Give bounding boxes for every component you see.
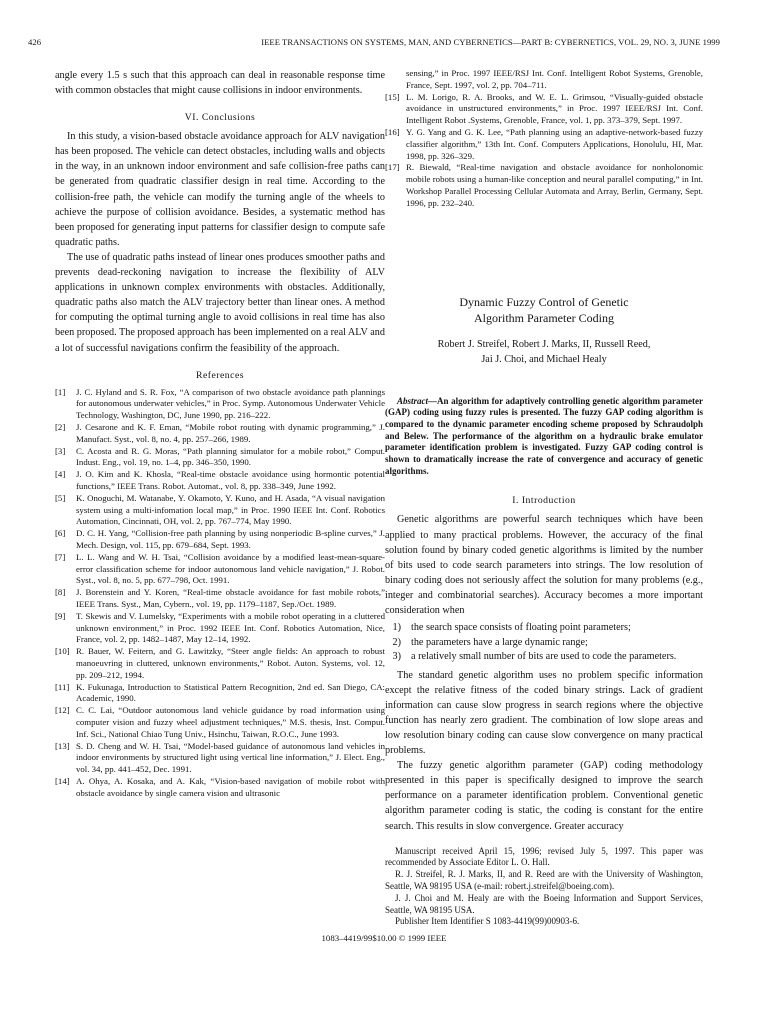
reference-number: [9] <box>55 610 66 621</box>
reference-item <box>55 611 385 646</box>
list-text: the search space consists of floating point parameters; <box>411 622 631 634</box>
reference-item <box>55 741 385 776</box>
reference-item <box>55 646 385 681</box>
abstract-label: Abstract— <box>397 395 438 406</box>
reference-item <box>55 422 385 446</box>
reference-number: [1] <box>55 386 66 397</box>
reference-text: C. C. Lai, “Outdoor autonomous land vehicle guidance by road information using computer vision and fuzzy wheel adjustment techniques,” M.S. thesis, Inst. Comput. Inf. Sci., National Chiao Tung Univ., Hsinchu, Taiwan, R.O.C., June 1993. <box>76 705 385 739</box>
list-number: 3) <box>392 651 401 663</box>
reference-text: S. D. Cheng and W. H. Tsai, “Model-based guidance of autonomous land vehicles in indoor environments by structured light using vertical line information,” J. Elect. Eng., vol. 34, pp. 441–452, Dec. 1991. <box>76 740 385 775</box>
reference-item <box>55 469 385 493</box>
footnote-line: R. J. Streifel, R. J. Marks, II, and R. Reed are with the University of Washington, Seattle, WA 98195 USA (e-mail: robert.j.streifel@boeing.com). <box>385 869 703 892</box>
copyright-footer: 1083–4419/99$10.00 © 1999 IEEE <box>321 933 447 943</box>
reference-text: K. Fukunaga, Introduction to Statistical Pattern Recognition, 2nd ed. San Diego, CA: Academic, 1990. <box>76 681 385 704</box>
reference-number: [16] <box>385 126 400 137</box>
reference-text: K. Onoguchi, M. Watanabe, Y. Okamoto, Y. Kuno, and H. Asada, “A visual navigation system using a multi-infomation local map,” in Proc. 1990 IEEE Int. Conf. Robotics Automation, Cincinnati, OH, vol. 2, pp. 767–774, May 1990. <box>76 492 385 527</box>
list-number: 2) <box>392 636 401 648</box>
reference-text: L. L. Wang and W. H. Tsai, “Collision avoidance by a modified least-mean-square-error classification scheme for indoor autonomous land vehicle navigation,” J. Robot. Syst., vol. 8, no. 5, pp. 677–798, Oct. 1991. <box>76 551 385 586</box>
list-number: 1) <box>392 622 401 634</box>
left-column <box>55 68 385 799</box>
list-item <box>385 621 703 636</box>
introduction-heading: I. Introduction <box>512 495 576 507</box>
reference-text: D. C. H. Yang, “Collision-free path planning by using nonperiodic B-spline curves,” J. Mech. Design, vol. 115, pp. 679–684, Sept. 1993. <box>76 528 385 550</box>
continued-paragraph: angle every 1.5 s such that this approach can deal in reasonable response time with common obstacles that might cause collisions in indoor environments. <box>55 70 385 97</box>
reference-text: J. Cesarone and K. F. Eman, “Mobile robot routing with dynamic programming,” J. Manufact. Syst., vol. 8, no. 4, pp. 257–266, 1989. <box>76 421 385 444</box>
reference-list-continued <box>385 68 703 210</box>
right-column <box>385 68 703 928</box>
conclusions-paragraph: In this study, a vision-based obstacle avoidance approach for ALV navigation has been proposed. The vehicle can detect obstacles, including walls and objects in the way, in an unknown indoor environment and safe collision-free paths can be generated from quadratic classifier design in real time. According to the collision-free path, the vehicle can modify the turning angle of the wheels to achieve the purpose of collision avoidance. Besides, a systematic method has been proposed for generating input patterns for classifier design to compute safe quadratic paths. <box>55 131 385 248</box>
reference-number: [13] <box>55 740 70 751</box>
reference-text: J. O. Kim and K. Khosla, “Real-time obstacle avoidance using hormontic potential functions,” IEEE Trans. Robot. Automat., vol. 8, pp. 338–349, June 1992. <box>76 469 385 491</box>
reference-text: R. Biewald, “Real-time navigation and obstacle avoidance for nonholonomic mobile robots using a human-like conception and neural parallel computing,” in Int. Workshop Parallel Processing Cellular Automata and Array, Berlin, Germany, Sept. 1996, pp. 232–240. <box>406 162 703 208</box>
reference-item <box>55 387 385 422</box>
reference-item <box>55 705 385 740</box>
abstract-text: An algorithm for adaptively controlling genetic algorithm parameter (GAP) coding using fuzzy rules is presented. The fuzzy GAP coding algorithm is compared to the dynamic parameter encoding scheme proposed by Schraudolph and Belew. The performance of the algorithm on a hydraulic brake emulator parameter identification problem is investigated. Fuzzy GAP coding control is shown to dramatically increase the rate of convergence and accuracy of genetic algorithms. <box>385 395 703 476</box>
reference-item <box>385 92 703 127</box>
introduction-continued <box>385 668 703 834</box>
intro-paragraph: The standard genetic algorithm uses no problem specific information except the relative fitness of the coded binary strings. Lack of gradient information can cause slow progress in search regions where the objective function has nearly zero gradient. The combination of low slope areas and low resolution binary coding can cause slow convergence on many practical problems. <box>385 669 703 757</box>
reference-item <box>55 446 385 470</box>
reference-number: [15] <box>385 91 400 102</box>
list-item <box>385 650 703 665</box>
reference-number: [11] <box>55 681 70 692</box>
abstract <box>385 396 703 478</box>
reference-item <box>55 528 385 552</box>
intro-paragraph: The fuzzy genetic algorithm parameter (GAP) coding methodology presented in this paper is specifically designed to improve the search performance on a parameter identification problem. Conventional genetic algorithm parameter coding is static, the coding is constant for the entire search. This results in slow convergence. Greater accuracy <box>385 760 703 832</box>
page-number: 426 <box>28 37 42 47</box>
references-heading: References <box>195 369 245 381</box>
list-item <box>385 636 703 651</box>
reference-number: [4] <box>55 469 66 480</box>
reference-text: Y. G. Yang and G. K. Lee, “Path planning using an adaptive-network-based fuzzy classifier algorithm,” 13th Int. Conf. Computers Applications, Honolulu, HI, Mar. 1998, pp. 326–329. <box>406 126 703 161</box>
article-title-line: Algorithm Parameter Coding <box>474 310 614 325</box>
reference-text: R. Bauer, W. Feitern, and G. Lawitzky, “Steer angle fields: An approach to robust manoeuvring in cluttered, unknown environments,” Robot. Auton. Systems, vol. 12, pp. 209–212, 1994. <box>76 646 385 680</box>
authors-line: Robert J. Streifel, Robert J. Marks, II, Russell Reed, <box>437 338 651 350</box>
reference-number: [7] <box>55 551 66 562</box>
reference-number <box>385 68 406 92</box>
article-title-line: Dynamic Fuzzy Control of Genetic <box>459 294 629 309</box>
reference-number: [2] <box>55 421 66 432</box>
reference-item <box>55 587 385 611</box>
reference-text: T. Skewis and V. Lumelsky, “Experiments with a mobile robot operating in a cluttered unknown environment,” in Proc. 1992 IEEE Int. Conf. Robotics Automation, Nice, France, vol. 2, pp. 1482–1487, May 12–14, 1992. <box>76 610 385 645</box>
introduction-section <box>385 512 703 618</box>
reference-list <box>55 387 385 800</box>
footnote-line: Manuscript received April 15, 1996; revised July 5, 1997. This paper was recommended by Associate Editor L. O. Hall. <box>385 845 703 868</box>
authors-line: Jai J. Choi, and Michael Healy <box>481 354 607 366</box>
list-text: the parameters have a large dynamic range; <box>411 636 588 648</box>
first-page-footnote <box>385 846 703 929</box>
reference-number: [12] <box>55 705 70 716</box>
reference-item <box>385 162 703 209</box>
reference-text: sensing,” in Proc. 1997 IEEE/RSJ Int. Conf. Intelligent Robot Systems, Grenoble, France, Sept. 1997, vol. 2, pp. 704–711. <box>406 68 703 90</box>
journal-running-title: IEEE TRANSACTIONS ON SYSTEMS, MAN, AND CYBERNETICS—PART B: CYBERNETICS, VOL. 29, NO. 3, JUNE 1999 <box>261 37 720 47</box>
reference-item <box>55 493 385 528</box>
intro-paragraph: Genetic algorithms are powerful search techniques which have been applied to many practical problems. However, the accuracy of the final solution found by binary coded genetic algorithms is limited by the number of bits used to code search parameters into strings. The low resolution of binary coding does not seriously affect the solution for many problems (e.g., integer and combinatorial searches). Accuracy becomes a more important consideration when <box>385 514 703 617</box>
reference-number: [3] <box>55 445 66 456</box>
reference-item <box>55 682 385 706</box>
article-authors <box>385 337 703 368</box>
reference-text: A. Ohya, A. Kosaka, and A. Kak, “Vision-based navigation of mobile robot with obstacle avoidance by single camera vision and ultrasonic <box>76 775 385 798</box>
footnote-line: J. J. Choi and M. Healy are with the Boeing Information and Support Services, Seattle, WA 98195 USA. <box>385 892 703 915</box>
reference-number: [8] <box>55 587 66 598</box>
reference-item <box>55 776 385 800</box>
footnote-line: Publisher Item Identifier S 1083-4419(99)00903-6. <box>395 916 580 927</box>
numbered-list <box>385 621 703 665</box>
article-title <box>385 294 703 326</box>
conclusions-heading: VI. Conclusions <box>184 112 256 124</box>
reference-number: [14] <box>55 775 70 786</box>
reference-number: [6] <box>55 528 66 539</box>
reference-item <box>385 127 703 162</box>
list-text: a relatively small number of bits are used to code the parameters. <box>411 651 677 663</box>
reference-text: J. C. Hyland and S. R. Fox, “A comparison of two obstacle avoidance path plannings for autonomous underwater vehicles,” in Proc. Symp. Autonomous Underwater Vehicle Technology, Washington, DC, June 1990, pp. 216–222. <box>76 386 385 421</box>
reference-item <box>55 552 385 587</box>
conclusions-section <box>55 129 385 355</box>
reference-number: [10] <box>55 646 70 657</box>
reference-text: C. Acosta and R. G. Moras, “Path planning simulator for a mobile robot,” Comput. Indust. Eng., vol. 19, no. 1–4, pp. 346–350, 1990. <box>76 445 385 468</box>
conclusions-paragraph: The use of quadratic paths instead of linear ones produces smoother paths and prevents dead-reckoning navigation to increase the flexibility of ALV applications in unknown complex environments with obstacles. Additionally, quadratic paths also match the ALV trajectory better than linear ones. A method for computing the optimal turning angle to avoid collisions in real time has also been proposed. The proposed approach has been implemented on a real ALV and a lot of successful navigations confirm the feasibility of the approach. <box>55 251 385 354</box>
reference-text: J. Borenstein and Y. Koren, “Real-time obstacle avoidance for fast mobile robots,” IEEE Trans. Syst., Man, Cybern., vol. 19, pp. 1179–1187, Sep./Oct. 1989. <box>76 587 385 609</box>
reference-text: L. M. Lorigo, R. A. Brooks, and W. E. L. Grimsou, “Visually-guided obstacle avoidance in unstructured environments,” in Proc. 1997 IEEE/RSJ Int. Conf. Intelligent Robot .Systems, Grenoble, France, vol. 1, pp. 373–379, Sept. 1997. <box>406 91 703 126</box>
reference-number: [17] <box>385 162 400 173</box>
reference-item <box>385 68 703 92</box>
reference-number: [5] <box>55 492 66 503</box>
